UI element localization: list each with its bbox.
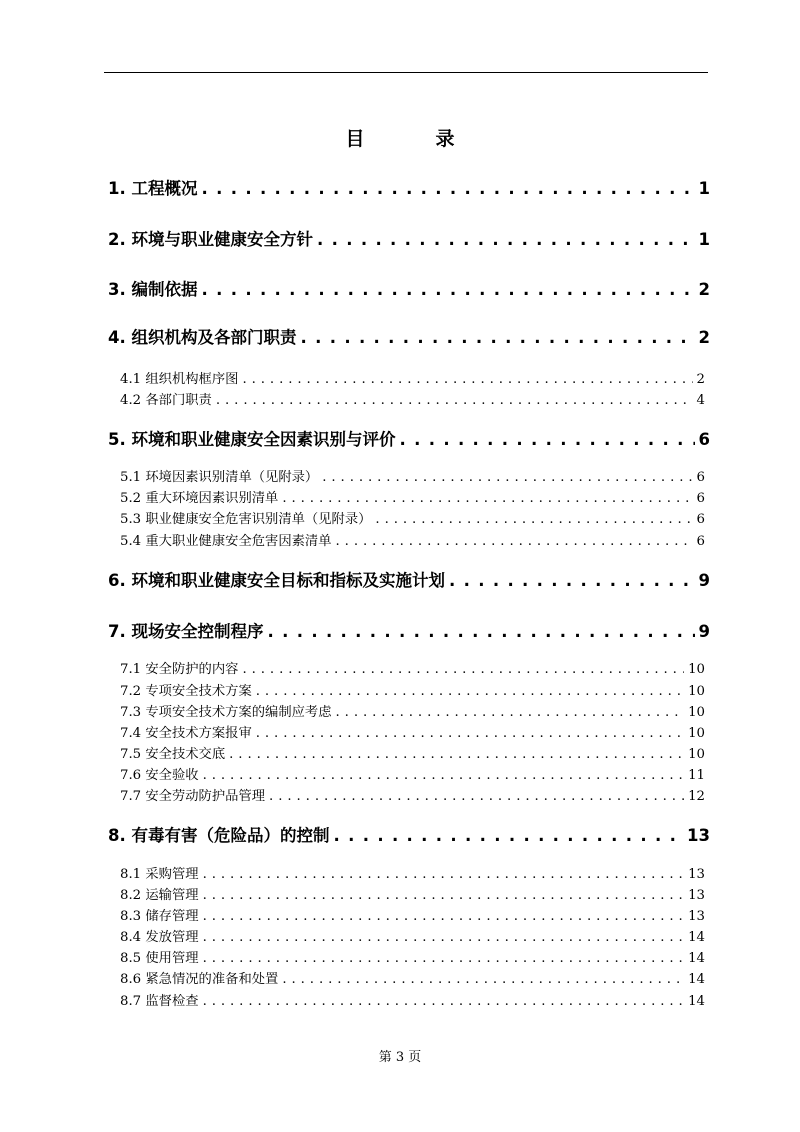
toc-entry-label: 5.1 环境因素识别清单（见附录） bbox=[120, 470, 319, 485]
toc-entry-label: 7.1 安全防护的内容 bbox=[120, 662, 239, 677]
toc-entry-page: 13 bbox=[688, 867, 705, 882]
toc-entry-5-4[interactable] bbox=[120, 530, 705, 548]
toc-entry-6[interactable] bbox=[108, 567, 710, 589]
toc-entry-8-1[interactable] bbox=[120, 863, 705, 881]
toc-entry-7-7[interactable] bbox=[120, 785, 705, 803]
toc-entry-7-3[interactable] bbox=[120, 701, 705, 719]
dot-leader bbox=[334, 826, 684, 845]
dot-leader bbox=[202, 280, 695, 299]
toc-entry-7-4[interactable] bbox=[120, 722, 705, 740]
toc-entry-8-3[interactable] bbox=[120, 905, 705, 923]
toc-entry-page: 6 bbox=[696, 491, 705, 506]
toc-entry-page: 2 bbox=[696, 372, 705, 387]
toc-entry-8-5[interactable] bbox=[120, 947, 705, 965]
toc-entry-label: 2. 环境与职业健康安全方针 bbox=[108, 230, 313, 249]
dot-leader bbox=[268, 622, 695, 641]
toc-entry-page: 10 bbox=[688, 705, 705, 720]
toc-entry-label: 5.2 重大环境因素识别清单 bbox=[120, 491, 279, 506]
dot-leader bbox=[203, 867, 685, 882]
dot-leader bbox=[203, 994, 685, 1009]
toc-entry-4-2[interactable] bbox=[120, 389, 705, 407]
dot-leader bbox=[256, 726, 684, 741]
toc-entry-label: 4.1 组织机构框序图 bbox=[120, 372, 239, 387]
toc-entry-label: 7.7 安全劳动防护品管理 bbox=[120, 789, 266, 804]
toc-entry-label: 8.1 采购管理 bbox=[120, 867, 199, 882]
toc-entry-8[interactable] bbox=[108, 822, 710, 844]
toc-entry-page: 11 bbox=[688, 768, 705, 783]
toc-entry-label: 8.6 紧急情况的准备和处置 bbox=[120, 972, 279, 987]
toc-entry-5-2[interactable] bbox=[120, 487, 705, 505]
toc-entry-3[interactable] bbox=[108, 276, 710, 298]
dot-leader bbox=[269, 789, 684, 804]
page-title: 目 录 bbox=[345, 128, 481, 150]
dot-leader bbox=[216, 393, 693, 408]
dot-leader bbox=[202, 179, 695, 198]
toc-entry-label: 7.6 安全验收 bbox=[120, 768, 199, 783]
toc-entry-7[interactable] bbox=[108, 618, 710, 640]
toc-entry-page: 13 bbox=[688, 888, 705, 903]
toc-entry-label: 3. 编制依据 bbox=[108, 280, 198, 299]
dot-leader bbox=[203, 951, 685, 966]
dot-leader bbox=[242, 662, 684, 677]
toc-entry-4[interactable] bbox=[108, 324, 710, 346]
toc-entry-page: 9 bbox=[698, 571, 710, 590]
toc-entry-page: 2 bbox=[698, 328, 710, 347]
toc-entry-8-7[interactable] bbox=[120, 990, 705, 1008]
toc-entry-label: 4. 组织机构及各部门职责 bbox=[108, 328, 297, 347]
dot-leader bbox=[242, 372, 692, 387]
toc-entry-label: 8.7 监督检查 bbox=[120, 994, 199, 1009]
page-number-footer: 第 3 页 bbox=[378, 1050, 422, 1065]
toc-entry-label: 6. 环境和职业健康安全目标和指标及实施计划 bbox=[108, 571, 445, 590]
toc-entry-label: 8. 有毒有害（危险品）的控制 bbox=[108, 826, 330, 845]
dot-leader bbox=[203, 888, 685, 903]
toc-entry-label: 8.3 储存管理 bbox=[120, 909, 199, 924]
dot-leader bbox=[322, 470, 692, 485]
toc-entry-page: 12 bbox=[688, 789, 705, 804]
dot-leader bbox=[229, 747, 684, 762]
toc-entry-page: 2 bbox=[698, 280, 710, 299]
toc-entry-page: 10 bbox=[688, 747, 705, 762]
toc-entry-label: 7.2 专项安全技术方案 bbox=[120, 684, 252, 699]
toc-entry-label: 8.4 发放管理 bbox=[120, 930, 199, 945]
toc-entry-label: 8.2 运输管理 bbox=[120, 888, 199, 903]
toc-entry-4-1[interactable] bbox=[120, 368, 705, 386]
toc-entry-page: 6 bbox=[696, 512, 705, 527]
toc-entry-7-2[interactable] bbox=[120, 680, 705, 698]
dot-leader bbox=[336, 705, 685, 720]
dot-leader bbox=[282, 491, 692, 506]
toc-entry-label: 8.5 使用管理 bbox=[120, 951, 199, 966]
toc-entry-2[interactable] bbox=[108, 226, 710, 248]
header-rule bbox=[104, 72, 708, 73]
toc-entry-label: 4.2 各部门职责 bbox=[120, 393, 212, 408]
toc-entry-page: 14 bbox=[688, 951, 705, 966]
toc-entry-page: 13 bbox=[688, 909, 705, 924]
toc-entry-1[interactable] bbox=[108, 175, 710, 197]
dot-leader bbox=[256, 684, 684, 699]
dot-leader bbox=[203, 930, 685, 945]
toc-entry-label: 5. 环境和职业健康安全因素识别与评价 bbox=[108, 430, 396, 449]
toc-entry-label: 5.4 重大职业健康安全危害因素清单 bbox=[120, 534, 332, 549]
dot-leader bbox=[336, 534, 693, 549]
dot-leader bbox=[282, 972, 684, 987]
toc-entry-page: 4 bbox=[696, 393, 705, 408]
toc-entry-page: 6 bbox=[696, 534, 705, 549]
toc-entry-page: 10 bbox=[688, 726, 705, 741]
dot-leader bbox=[317, 230, 695, 249]
toc-entry-page: 10 bbox=[688, 662, 705, 677]
toc-entry-label: 7.5 安全技术交底 bbox=[120, 747, 226, 762]
toc-entry-page: 1 bbox=[698, 230, 710, 249]
toc-entry-7-6[interactable] bbox=[120, 764, 705, 782]
toc-entry-page: 13 bbox=[687, 826, 710, 845]
toc-entry-page: 14 bbox=[688, 972, 705, 987]
dot-leader bbox=[203, 909, 685, 924]
toc-entry-label: 7. 现场安全控制程序 bbox=[108, 622, 264, 641]
dot-leader bbox=[375, 512, 692, 527]
toc-entry-page: 1 bbox=[698, 179, 710, 198]
toc-entry-8-2[interactable] bbox=[120, 884, 705, 902]
toc-entry-7-1[interactable] bbox=[120, 658, 705, 676]
toc-entry-page: 14 bbox=[688, 930, 705, 945]
dot-leader bbox=[301, 328, 695, 347]
toc-entry-8-4[interactable] bbox=[120, 926, 705, 944]
dot-leader bbox=[203, 768, 685, 783]
toc-entry-page: 9 bbox=[698, 622, 710, 641]
toc-entry-5[interactable] bbox=[108, 426, 710, 448]
toc-entry-5-3[interactable] bbox=[120, 508, 705, 526]
dot-leader bbox=[400, 430, 695, 449]
toc-entry-page: 14 bbox=[688, 994, 705, 1009]
toc-entry-5-1[interactable] bbox=[120, 466, 705, 484]
dot-leader bbox=[449, 571, 695, 590]
toc-entry-page: 6 bbox=[696, 470, 705, 485]
toc-entry-page: 6 bbox=[698, 430, 710, 449]
toc-entry-label: 7.4 安全技术方案报审 bbox=[120, 726, 252, 741]
toc-entry-label: 7.3 专项安全技术方案的编制应考虑 bbox=[120, 705, 332, 720]
toc-entry-label: 5.3 职业健康安全危害识别清单（见附录） bbox=[120, 512, 372, 527]
toc-entry-label: 1. 工程概况 bbox=[108, 179, 198, 198]
toc-entry-page: 10 bbox=[688, 684, 705, 699]
toc-entry-8-6[interactable] bbox=[120, 968, 705, 986]
toc-entry-7-5[interactable] bbox=[120, 743, 705, 761]
